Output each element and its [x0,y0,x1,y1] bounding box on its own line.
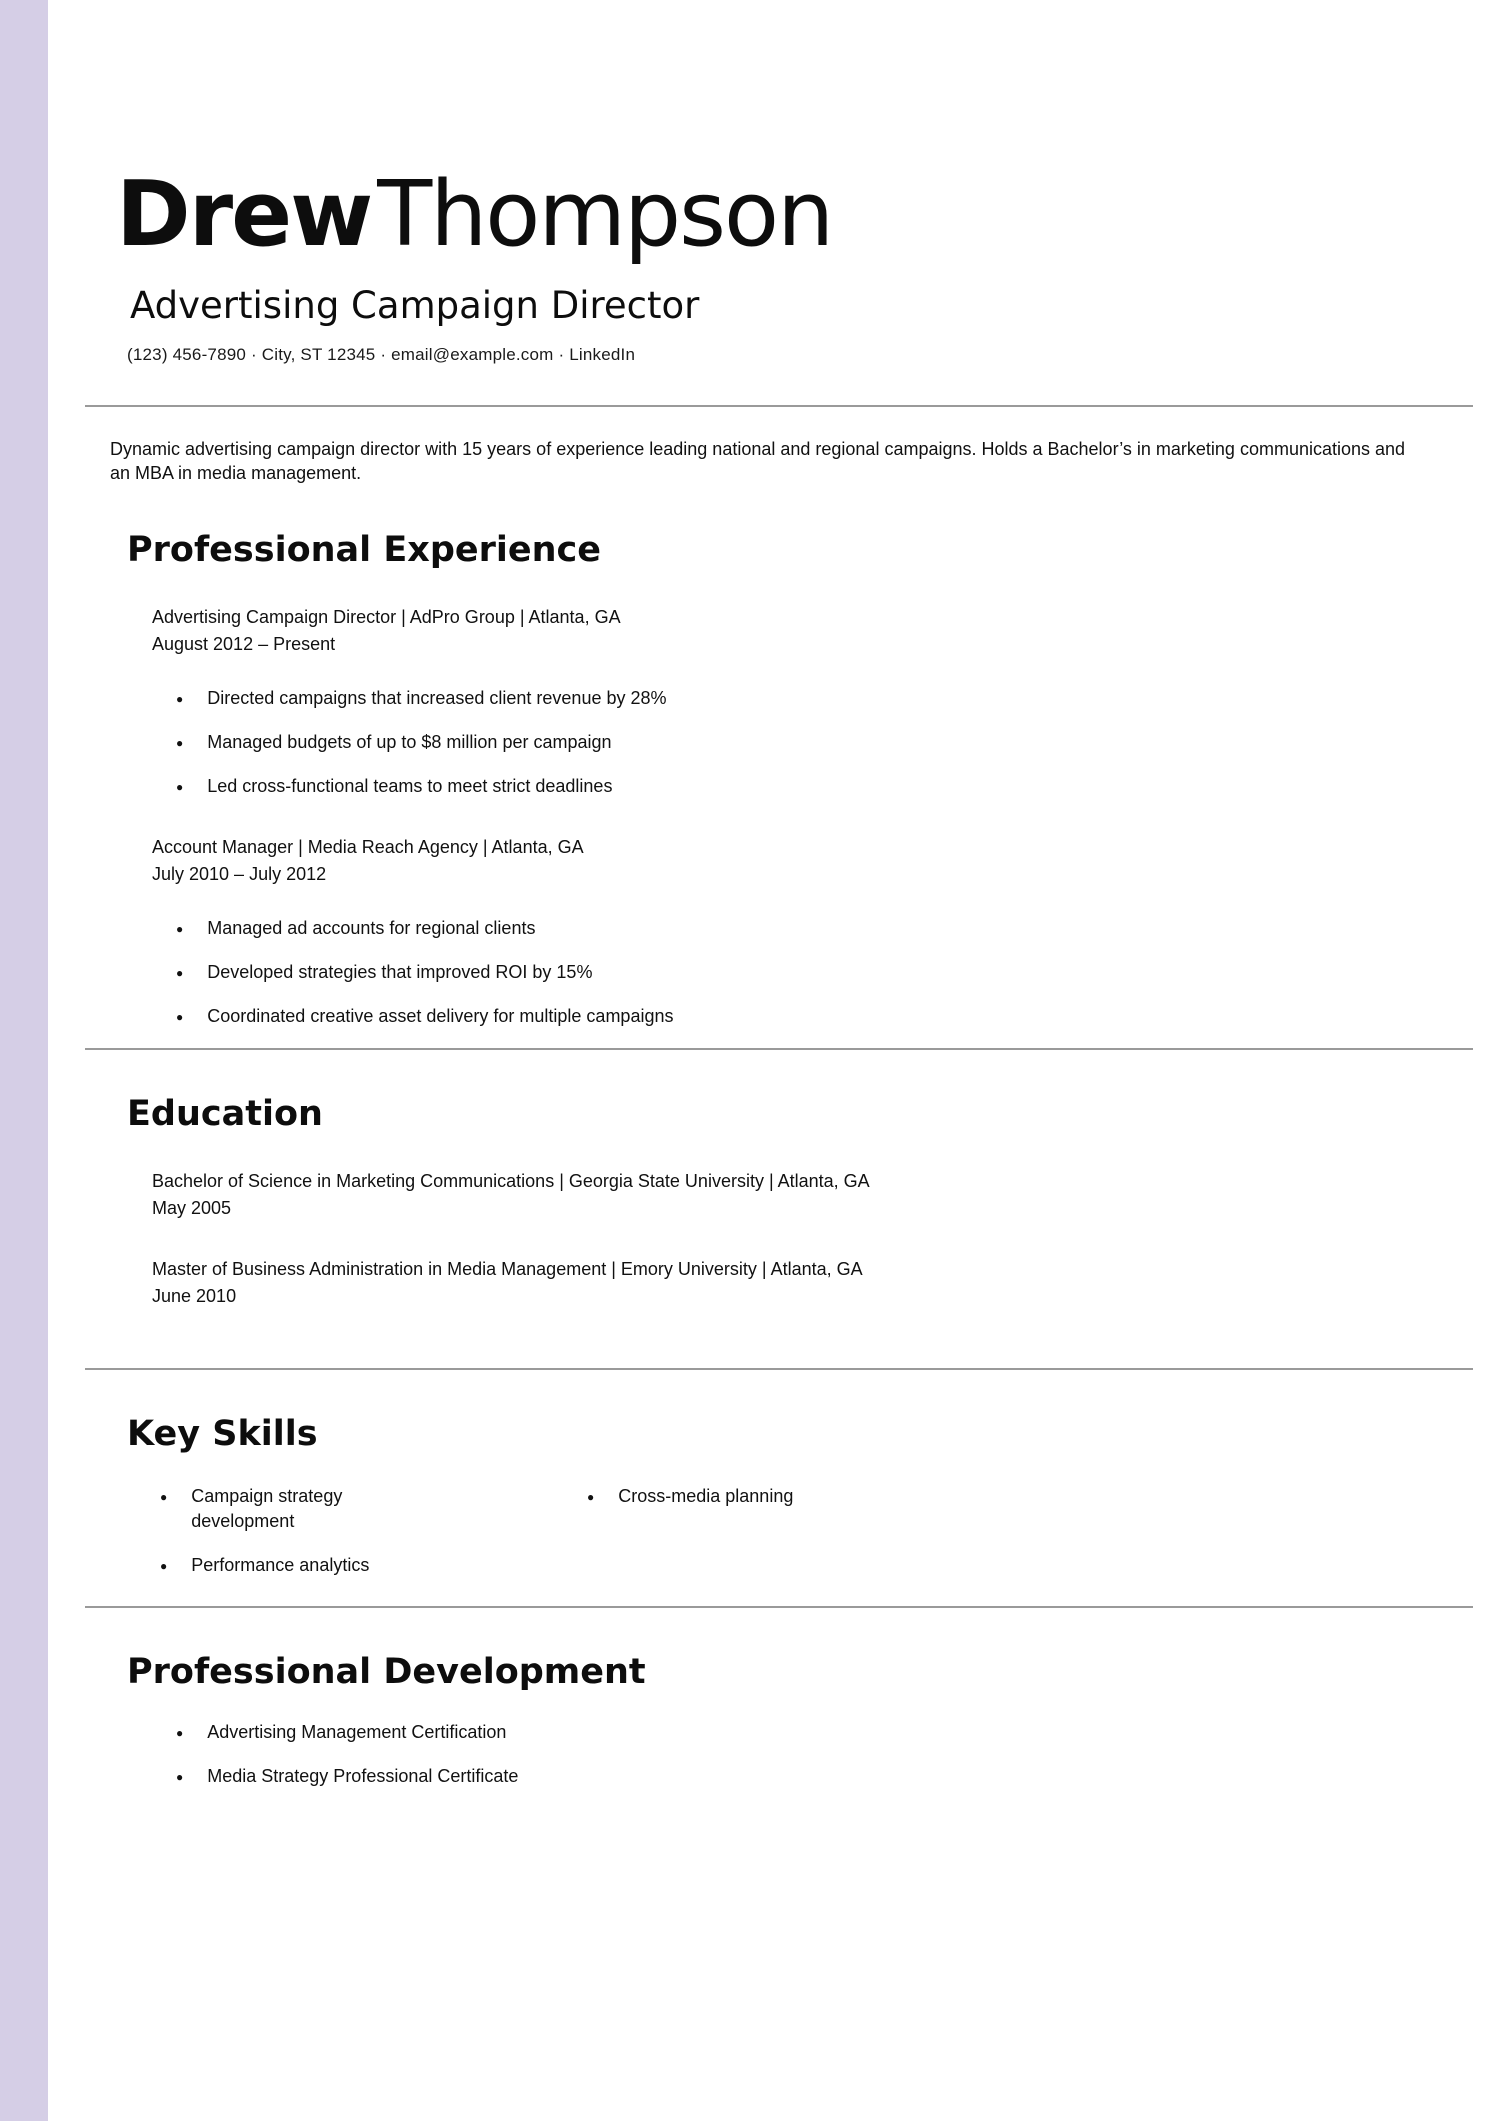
bullet-text: Managed ad accounts for regional clients [207,917,536,938]
list-item [176,774,1445,799]
list-item [176,1720,1445,1745]
bullet-text: Developed strategies that improved ROI by 15% [207,961,593,982]
job-title: Advertising Campaign Director [130,284,700,327]
bullet-icon: ● [176,1769,184,1784]
skills-list [160,1484,587,1579]
last-name: Thompson [377,162,833,267]
bullet-text: Campaign strategy development [191,1486,343,1532]
bullet-text: Advertising Management Certification [207,1721,507,1742]
list-item [176,686,1445,711]
skills-grid [110,1456,1445,1598]
bullet-icon: ● [587,1490,595,1505]
list-item [176,730,1445,755]
list-item [176,916,1445,941]
bullet-text: Directed campaigns that increased client revenue by 28% [207,687,667,708]
bullet-icon: ● [160,1490,168,1505]
bullet-icon: ● [176,691,184,706]
degree-title-line: Bachelor of Science in Marketing Communications | Georgia State University | Atlanta, GA [152,1171,870,1192]
bullet-text: Cross-media planning [618,1486,794,1507]
list-item [587,1484,793,1509]
list-item [160,1484,587,1534]
bullet-icon: ● [176,736,184,751]
degree-entry [152,1256,1445,1310]
skills-column-right [587,1456,793,1598]
job-entry-header [152,834,1445,888]
education-heading: Education [127,1094,323,1135]
skills-column-left [110,1456,587,1598]
development-heading: Professional Development [127,1651,646,1692]
skills-heading: Key Skills [127,1414,318,1455]
job-bullet-list [176,916,1445,1030]
first-name: Drew [116,162,372,267]
section-divider [85,1048,1473,1050]
bullet-text: Managed budgets of up to $8 million per campaign [207,732,612,753]
bullet-icon: ● [176,1009,184,1024]
degree-date: June 2010 [152,1286,237,1307]
job-title-line: Account Manager | Media Reach Agency | Atlanta, GA [152,836,584,857]
bullet-icon: ● [160,1559,168,1574]
job-dates: August 2012 – Present [152,633,336,654]
skills-list [587,1484,793,1509]
section-divider [85,1368,1473,1370]
job-dates: July 2010 – July 2012 [152,863,327,884]
job-entry-header [152,604,1445,658]
contact-line: (123) 456-7890 · City, ST 12345 · email@example.com · LinkedIn [127,345,636,364]
degree-title-line: Master of Business Administration in Media Management | Emory University | Atlanta, GA [152,1259,863,1280]
list-item [176,1764,1445,1789]
bullet-icon: ● [176,965,184,980]
section-divider [85,1606,1473,1608]
experience-heading: Professional Experience [127,529,602,570]
bullet-icon: ● [176,921,184,936]
degree-date: May 2005 [152,1198,232,1219]
development-list [176,1720,1445,1789]
list-item [176,1004,1445,1029]
section-divider [85,405,1473,407]
bullet-text: Coordinated creative asset delivery for multiple campaigns [207,1005,674,1026]
person-name [116,162,1445,267]
degree-entry [152,1168,1445,1222]
bullet-text: Performance analytics [191,1555,370,1576]
bullet-text: Led cross-functional teams to meet strict deadlines [207,776,613,797]
job-bullet-list [176,686,1445,800]
list-item [176,960,1445,985]
job-title-line: Advertising Campaign Director | AdPro Group | Atlanta, GA [152,606,621,627]
list-item [160,1553,587,1578]
bullet-icon: ● [176,1725,184,1740]
bullet-icon: ● [176,780,184,795]
bullet-text: Media Strategy Professional Certificate [207,1765,519,1786]
summary-paragraph: Dynamic advertising campaign director with 15 years of experience leading national and regional campaigns. Holds a Bachelor’s in marketing communications and an MBA in media management. [110,439,1406,484]
